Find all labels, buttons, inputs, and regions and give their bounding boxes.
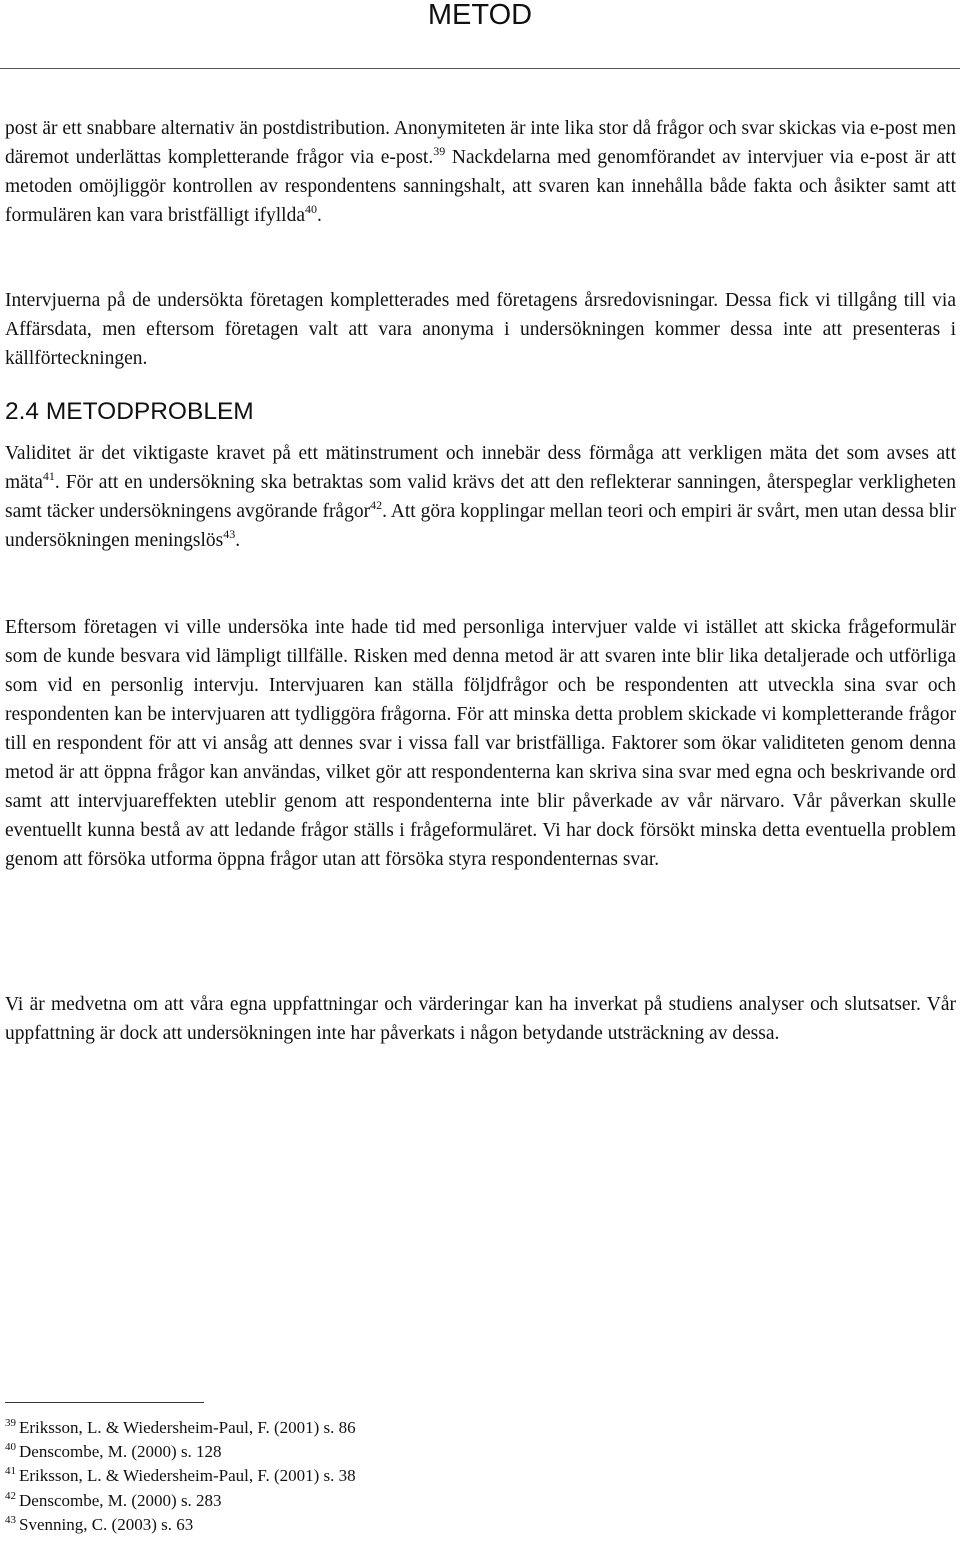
paragraph-text: . Att göra kopplingar mellan teori och empiri är svårt, men utan dessa blir undersökningen meningslös	[5, 501, 956, 551]
footnote	[5, 1464, 605, 1488]
footnote-number: 40	[5, 1441, 16, 1454]
footnote-number: 41	[5, 1465, 16, 1478]
paragraph-validity	[5, 439, 956, 555]
footnote	[5, 1489, 605, 1513]
paragraph-text: . För att en undersökning ska betraktas som valid krävs det att den reflekterar sanningen, återspeglar verkligheten samt täcker undersökningens avgörande frågor	[5, 472, 956, 522]
paragraph-email-interviews	[5, 114, 956, 230]
footnote-text: Eriksson, L. & Wiedersheim-Paul, F. (2001) s. 38	[19, 1466, 356, 1486]
footnote-number: 43	[5, 1513, 16, 1526]
paragraph-text: .	[235, 530, 241, 551]
paragraph-text: Validitet är det viktigaste kravet på ett mätinstrument och innebär dess förmåga att verkligen mäta det som avses att mäta	[5, 443, 956, 493]
footnote-text: Eriksson, L. & Wiedersheim-Paul, F. (2001) s. 86	[19, 1418, 356, 1437]
footnote-number: 39	[5, 1417, 16, 1429]
footnote-ref: 39	[433, 144, 446, 158]
footnotes	[5, 1416, 605, 1537]
footnote-ref: 42	[370, 498, 383, 512]
footnote-ref: 43	[223, 527, 236, 541]
paragraph-annual-reports: Intervjuerna på de undersökta företagen kompletterades med företagens årsredovisningar. Dessa fick vi tillgång till via Affärsdata, men eftersom företagen valt att vara anonyma i undersökningen kommer dessa inte att presenteras i källförteckningen.	[5, 290, 956, 369]
footnote-ref: 41	[42, 469, 55, 483]
footnote-text: Denscombe, M. (2000) s. 283	[19, 1490, 222, 1510]
footnote-ref: 40	[304, 202, 317, 216]
footnote-text: Denscombe, M. (2000) s. 128	[19, 1442, 222, 1462]
paragraph-text: Nackdelarna med genomförandet av intervjuer via e-post är att metoden omöjliggör kontrollen av respondentens sanningshalt, att svaren kan innehålla både fakta och åsikter samt att formulären kan vara bristfälligt ifyllda	[5, 147, 957, 226]
footnote	[5, 1513, 605, 1537]
page-title: METOD	[427, 0, 533, 31]
footnote	[5, 1416, 605, 1440]
paragraph-text: .	[316, 205, 322, 226]
header-divider	[0, 68, 960, 69]
paragraph-text: post är ett snabbare alternativ än postdistribution. Anonymiteten är inte lika stor då frågor och svar skickas via e-post men däremot underlättas kompletterande frågor via e-post.	[5, 118, 956, 168]
paragraph-own-perceptions: Vi är medvetna om att våra egna uppfattningar och värderingar kan ha inverkat på studiens analyser och slutsatser. Vår uppfattning är dock att undersökningen inte har påverkats i någon betydande utsträckning av dessa.	[5, 994, 956, 1044]
paragraph-questionnaire: Eftersom företagen vi ville undersöka inte hade tid med personliga intervjuer valde vi istället att skicka frågeformulär som de kunde besvara vid lämpligt tillfälle. Risken med denna metod är att svaren inte blir lika detaljerade och utförliga som vid en personlig intervju. Intervjuaren kan ställa följdfrågor och be respondenten att utveckla sina svar och respondenten kan be intervjuaren att tydliggöra frågorna. För att minska detta problem skickade vi kompletterande frågor till en respondent för att vi ansåg att dennes svar i vissa fall var bristfälliga. Faktorer som ökar validiteten genom denna metod är att öppna frågor kan användas, vilket gör att respondenterna kan skriva sina svar med egna och beskrivande ord samt att intervjuareffekten uteblir genom att respondenterna inte blir påverkade av vår närvaro. Vår påverkan skulle eventuellt kunna bestå av att ledande frågor ställs i frågeformuläret. Vi har dock försökt minska detta eventuella problem genom att försöka utforma öppna frågor utan att försöka styra respondenternas svar.	[5, 617, 956, 870]
footnote-divider	[5, 1402, 204, 1403]
footnote-text: Svenning, C. (2003) s. 63	[19, 1514, 194, 1534]
footnote-number: 42	[5, 1489, 16, 1502]
section-heading: 2.4 METODPROBLEM	[5, 398, 254, 425]
footnote	[5, 1440, 605, 1464]
